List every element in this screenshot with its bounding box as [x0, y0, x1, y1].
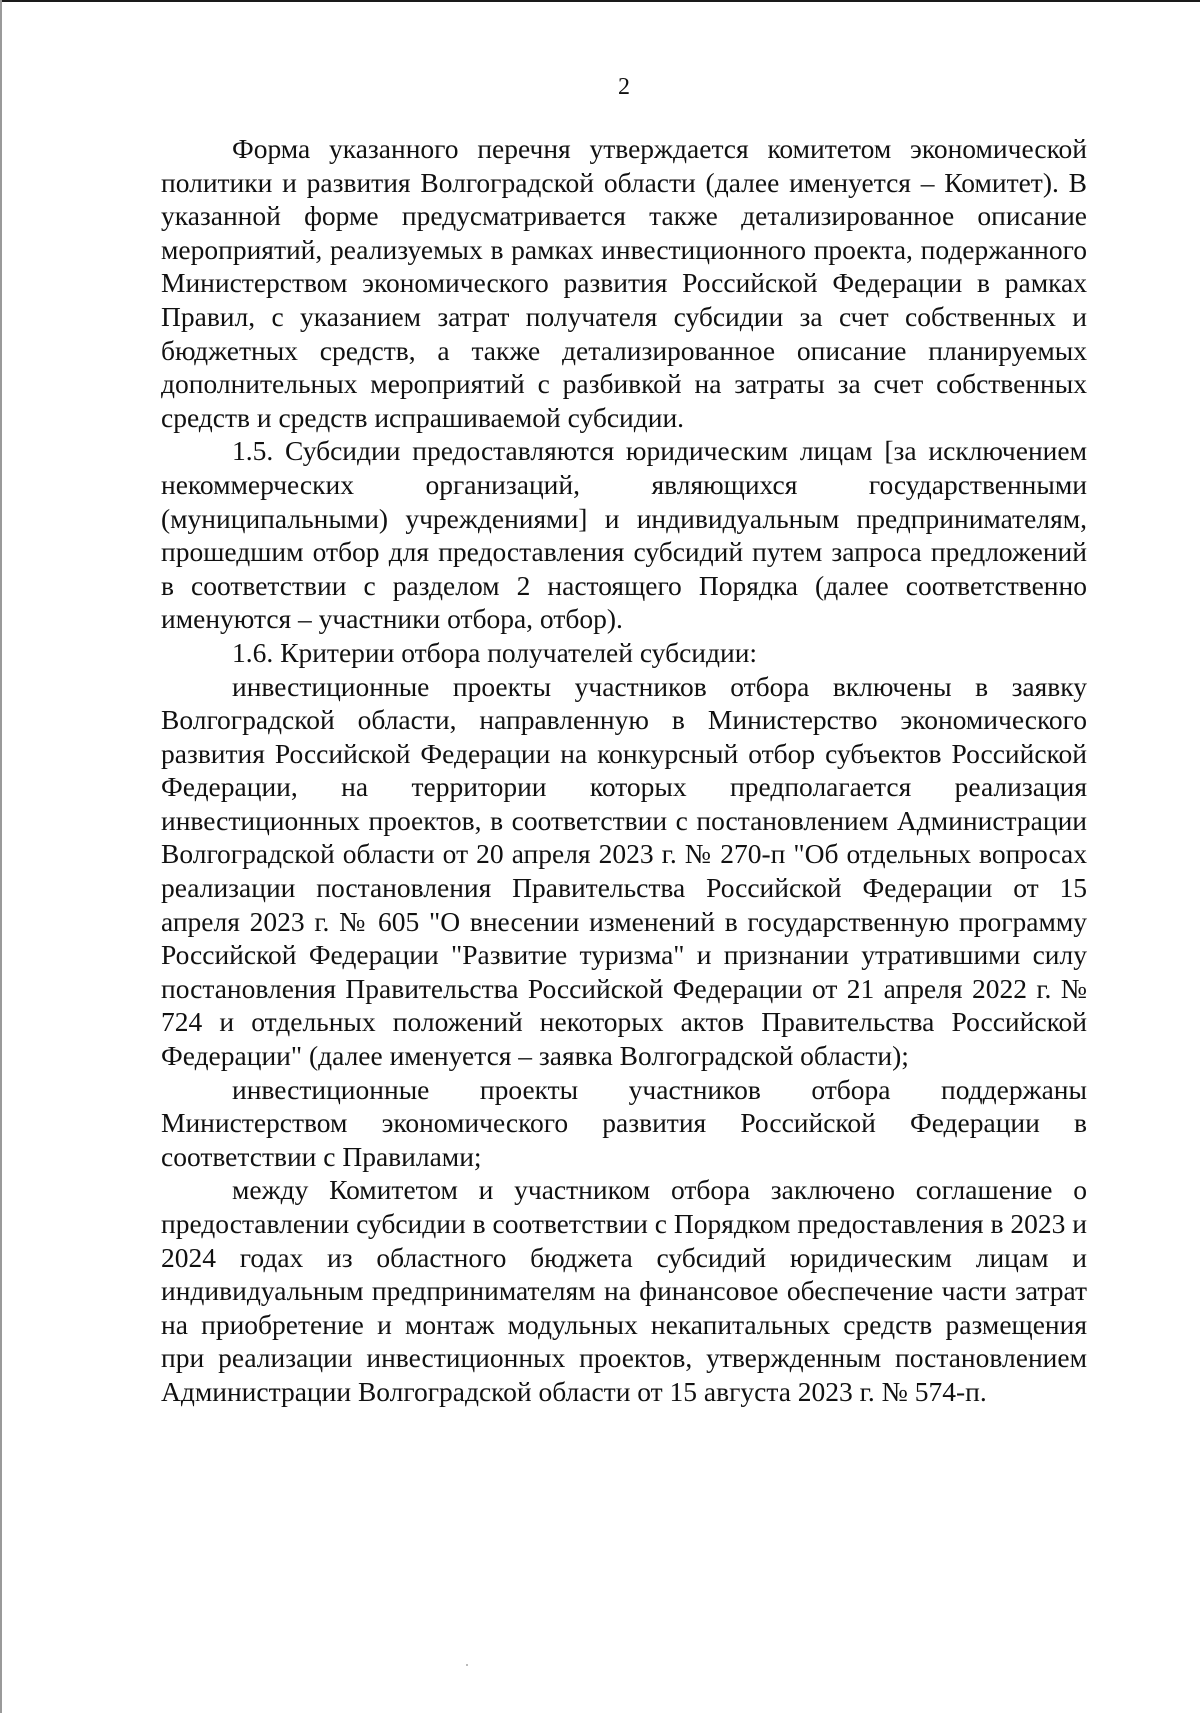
page-number: 2 [618, 74, 630, 100]
paragraph-1-5: 1.5. Субсидии предоставляются юридическим лицам [за исключением некоммерческих организаций, являющихся государственными (муниципальными) учреждениями] и индивидуальным предпринимателям, прошедшим отбор для предоставления субсидий путем запроса предложений в соответствии с разделом 2 настоящего Порядка (далее соответственно именуются – участники отбора, отбор). [161, 435, 1087, 635]
paragraph-1-6-heading: 1.6. Критерии отбора получателей субсидии: [232, 636, 758, 668]
paragraph-criterion-agreement: между Комитетом и участником отбора заключено соглашение о предоставлении субсидии в соответствии с Порядком предоставления в 2023 и 2024 годах из областного бюджета субсидий юридическим лицам и индивидуальным предпринимателям на финансовое обеспечение части затрат на приобретение и монтаж модульных некапитальных средств размещения при реализации инвестиционных проектов, утвержденным постановлением Администрации Волгоградской области от 15 августа 2023 г. № 574-п. [161, 1174, 1087, 1407]
paragraph-form-description: Форма указанного перечня утверждается комитетом экономической политики и развития Волгоградской области (далее именуется – Комитет). В указанной форме предусматривается также детализированное описание мероприятий, реализуемых в рамках инвестиционного проекта, подержанного Министерством экономического развития Российской Федерации в рамках Правил, с указанием затрат получателя субсидии за счет собственных и бюджетных средств, а также детализированное описание планируемых дополнительных мероприятий с разбивкой на затраты за счет собственных средств и средств испрашиваемой субсидии. [161, 133, 1087, 433]
paragraph-criterion-supported: инвестиционные проекты участников отбора поддержаны Министерством экономического развития Российской Федерации в соответствии с Правилами; [161, 1073, 1087, 1172]
scan-left-border [0, 0, 2, 1713]
paragraph-criterion-application: инвестиционные проекты участников отбора включены в заявку Волгоградской области, направленную в Министерство экономического развития Российской Федерации на конкурсный отбор субъектов Российской Федерации, на территории которых предполагается реализация инвестиционных проектов, в соответствии с постановлением Администрации Волгоградской области от 20 апреля 2023 г. № 270-п "Об отдельных вопросах реализации постановления Правительства Российской Федерации от 15 апреля 2023 г. № 605 "О внесении изменений в государственную программу Российской Федерации "Развитие туризма" и признании утратившими силу постановления Правительства Российской Федерации от 21 апреля 2022 г. № 724 и отдельных положений некоторых актов Правительства Российской Федерации" (далее именуется – заявка Волгоградской области); [161, 670, 1087, 1072]
document-body [161, 132, 1087, 1409]
scan-top-border [0, 0, 1200, 2]
scan-artifact-dot [466, 1664, 468, 1666]
